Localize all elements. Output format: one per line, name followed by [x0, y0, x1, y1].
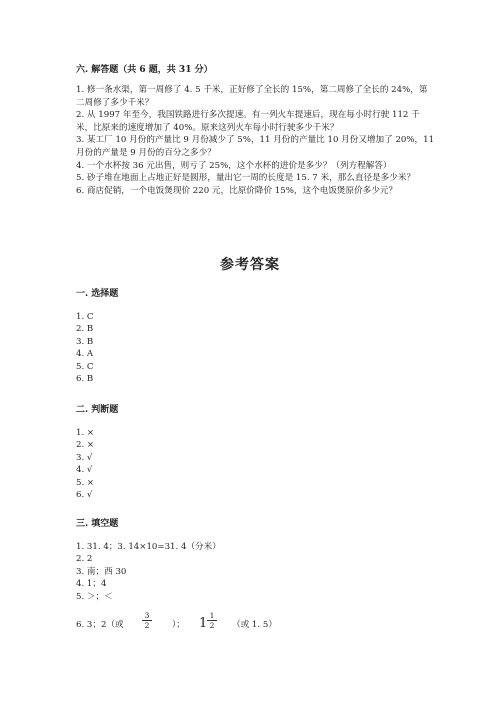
section-1-heading: 一. 选择题	[76, 289, 119, 299]
section-2-heading: 二. 判断题	[76, 405, 119, 415]
answer-6-prefix: 6. 3；2（或	[76, 620, 124, 630]
question-3: 3. 某工厂 10 月份的产量比 9 月份减少了 5%，11 月份的产量比 10 月份又增加了 20%，11 月份的产量是 9 月份的百分之多少？	[76, 135, 435, 158]
fraction-numerator: 3	[144, 611, 150, 620]
fraction-denominator: 2	[144, 621, 150, 630]
list-item: 1. ×	[76, 428, 95, 438]
section-1-list	[76, 311, 94, 385]
list-item: 1. 31. 4；3. 14×10=31. 4（分米）	[76, 542, 221, 552]
question-5: 5. 砂子堆在地面上占地正好是圆形，量出它一周的长度是 15. 7 米，那么直径是多少米？	[76, 173, 416, 184]
list-item: 2. ×	[76, 440, 95, 451]
list-item: 1. C	[76, 312, 94, 322]
list-item: 2. B	[76, 324, 94, 335]
list-item: 4. √	[76, 465, 93, 476]
section-2-list	[76, 427, 94, 501]
list-item: 5. ×	[76, 477, 95, 488]
section-6-heading: 六. 解答题（共 6 题，共 31 分）	[76, 65, 213, 75]
list-item: 3. B	[76, 336, 94, 347]
answer-6-separator: ）；	[172, 620, 185, 630]
section-3-list	[76, 541, 221, 603]
question-4: 4. 一个水杯按 36 元出售，则亏了 25%，这个水杯的进价是多少？（列方程解答）	[76, 160, 392, 171]
mixed-number-fraction	[207, 611, 217, 630]
section-3-heading: 三. 填空题	[76, 519, 119, 529]
question-1: 1. 修一条水渠，第一周修了 4. 5 千米，正好修了全长的 15%，第二周修了全长的 24%，第二周修了多少千米？	[76, 85, 428, 108]
fraction-three-halves	[142, 611, 152, 630]
answer-title: 参考答案	[220, 257, 280, 273]
list-item: 3. √	[76, 452, 93, 463]
list-item: 6. √	[76, 490, 93, 501]
list-item: 5. ＞；＜	[76, 591, 113, 602]
mixed-number-whole: 1	[199, 616, 208, 631]
section-6-questions	[76, 84, 436, 197]
fraction-numerator: 1	[209, 611, 215, 620]
fill-answer-6	[76, 611, 336, 636]
list-item: 5. C	[76, 361, 94, 372]
question-6: 6. 商店促销，一个电饭煲现价 220 元，比原价降价 15%，这个电饭煲原价多少元？	[76, 185, 398, 196]
answer-6-suffix: （或 1. 5）	[232, 620, 277, 630]
list-item: 6. B	[76, 374, 94, 385]
list-item: 4. 1；4	[76, 579, 107, 590]
list-item: 4. A	[76, 349, 94, 360]
list-item: 2. 2	[76, 554, 93, 565]
fraction-denominator: 2	[209, 621, 215, 630]
question-2: 2. 从 1997 年至今，我国铁路进行多次提速。有一列火车提速后，现在每小时行驶 112 千米，比原来的速度增加了 40%。原来这列火车每小时行驶多少千米？	[76, 110, 420, 133]
list-item: 3. 南；西 30	[76, 566, 127, 577]
